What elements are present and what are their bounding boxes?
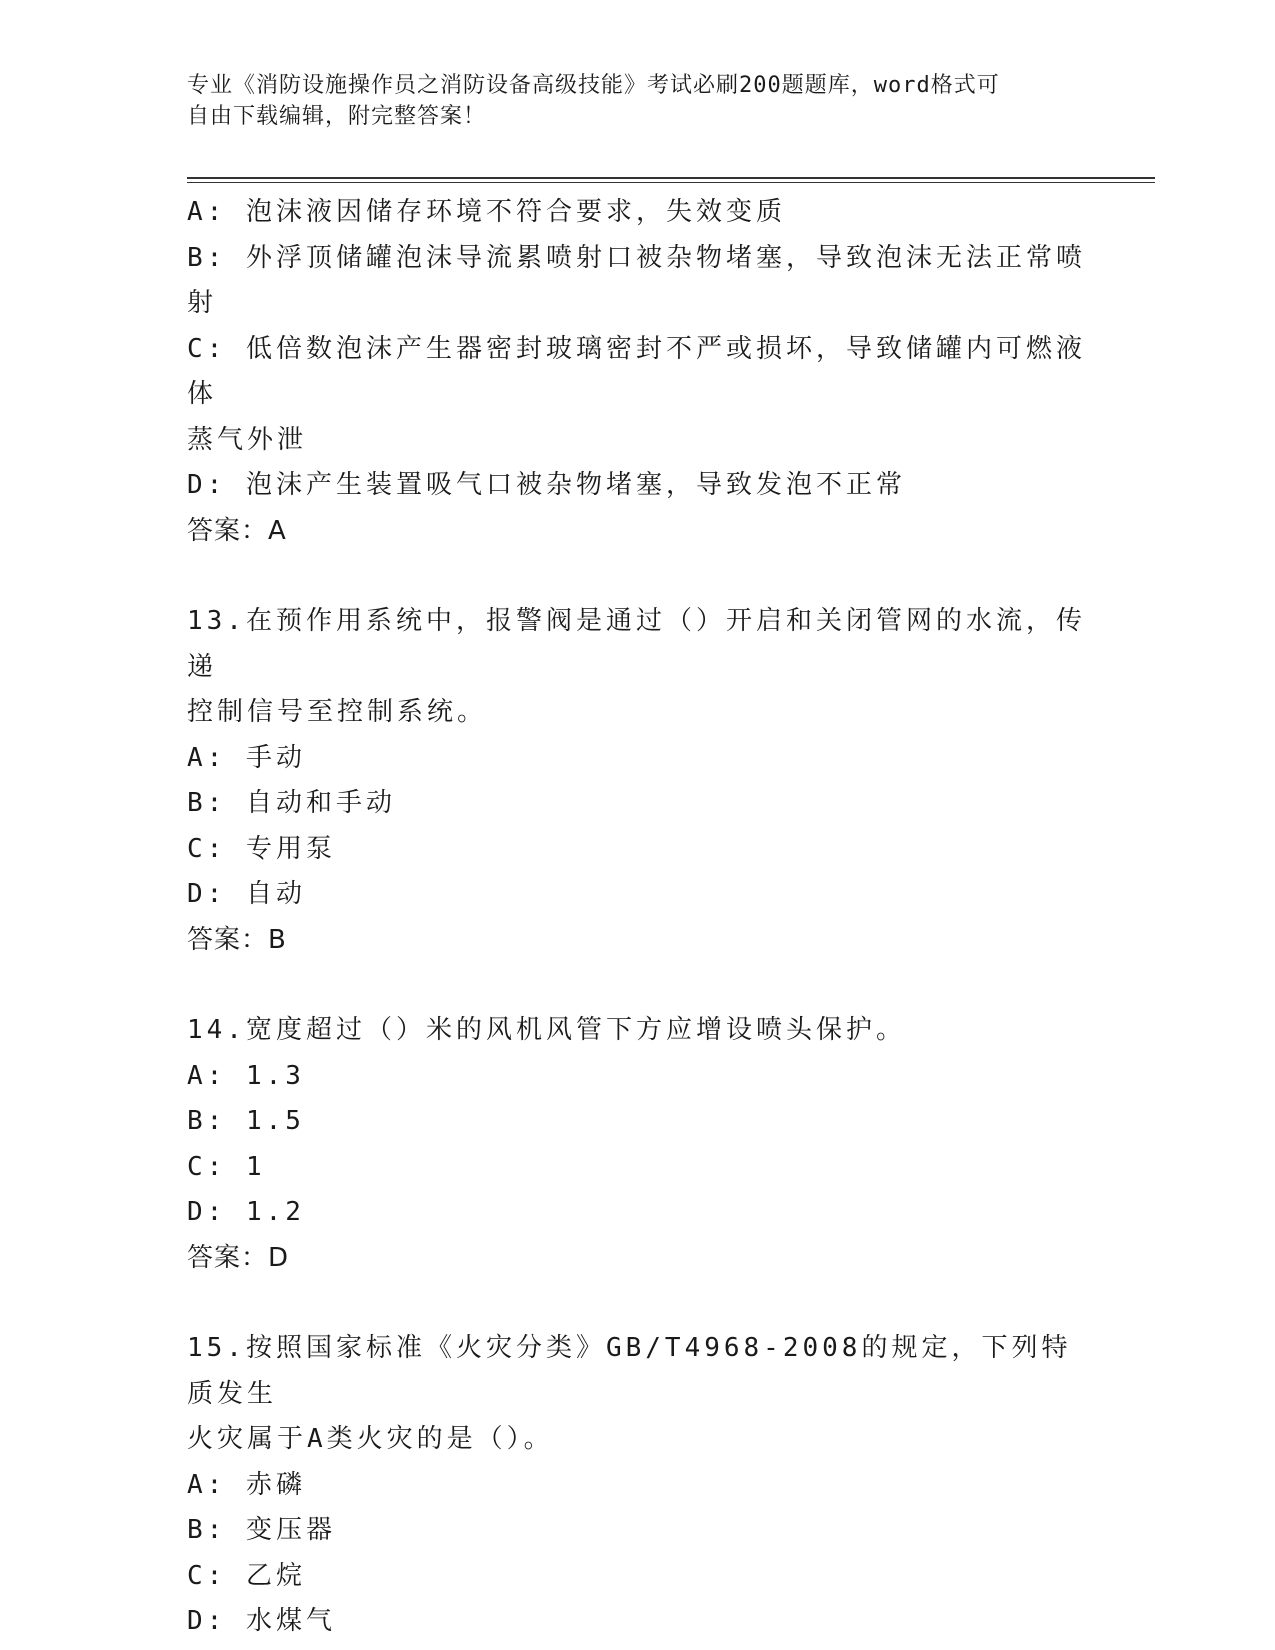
answer-label: 答案：D: [187, 1242, 290, 1273]
question-stem: 14.宽度超过（）米的风机风管下方应增设喷头保护。: [187, 1015, 906, 1045]
header-line-1: 专业《消防设施操作员之消防设备高级技能》考试必刷200题题库，word格式可: [187, 73, 1000, 98]
option-a: A: 赤磷: [187, 1469, 306, 1500]
option-c: C: 乙烷: [187, 1560, 306, 1591]
option-a: A: 1.3: [187, 1060, 305, 1091]
option-c: C: 低倍数泡沫产生器密封玻璃密封不严或损坏，导致储罐内可燃液体: [187, 333, 1086, 409]
question-15: [187, 1326, 1087, 1645]
document-page: [187, 70, 1097, 132]
option-d: D: 泡沫产生装置吸气口被杂物堵塞，导致发泡不正常: [187, 470, 906, 500]
option-b: B: 自动和手动: [187, 788, 396, 818]
option-a: A: 泡沫液因储存环境不符合要求，失效变质: [187, 197, 786, 227]
question-14: [187, 1008, 1087, 1281]
option-b: B: 外浮顶储罐泡沫导流累喷射口被杂物堵塞，导致泡沫无法正常喷射: [187, 242, 1086, 318]
question-stem: 15.按照国家标准《火灾分类》GB/T4968-2008的规定，下列特质发生: [187, 1333, 1072, 1409]
question-stem: 13.在预作用系统中，报警阀是通过（）开启和关闭管网的水流，传递: [187, 606, 1086, 682]
option-c: C: 1: [187, 1151, 266, 1182]
question-13: [187, 599, 1087, 963]
answer-label: 答案：A: [187, 515, 287, 546]
header-rule-thick: [187, 177, 1155, 179]
option-b: B: 变压器: [187, 1515, 336, 1545]
document-body: [187, 190, 1087, 1645]
header-rule-thin: [187, 182, 1155, 183]
document-header: [187, 70, 1097, 132]
question-stem-continued: 控制信号至控制系统。: [187, 697, 488, 727]
option-a: A: 手动: [187, 742, 306, 773]
option-c: C: 专用泵: [187, 833, 336, 864]
question-12-options: [187, 190, 1087, 554]
option-d: D: 水煤气: [187, 1606, 336, 1636]
option-d: D: 自动: [187, 879, 306, 909]
option-c-continued: 蒸气外泄: [187, 424, 308, 455]
question-stem-continued: 火灾属于A类火灾的是（）。: [187, 1424, 554, 1454]
answer-label: 答案：B: [187, 924, 287, 955]
option-d: D: 1.2: [187, 1197, 305, 1227]
header-line-2: 自由下载编辑，附完整答案！: [187, 104, 487, 129]
option-b: B: 1.5: [187, 1106, 305, 1136]
